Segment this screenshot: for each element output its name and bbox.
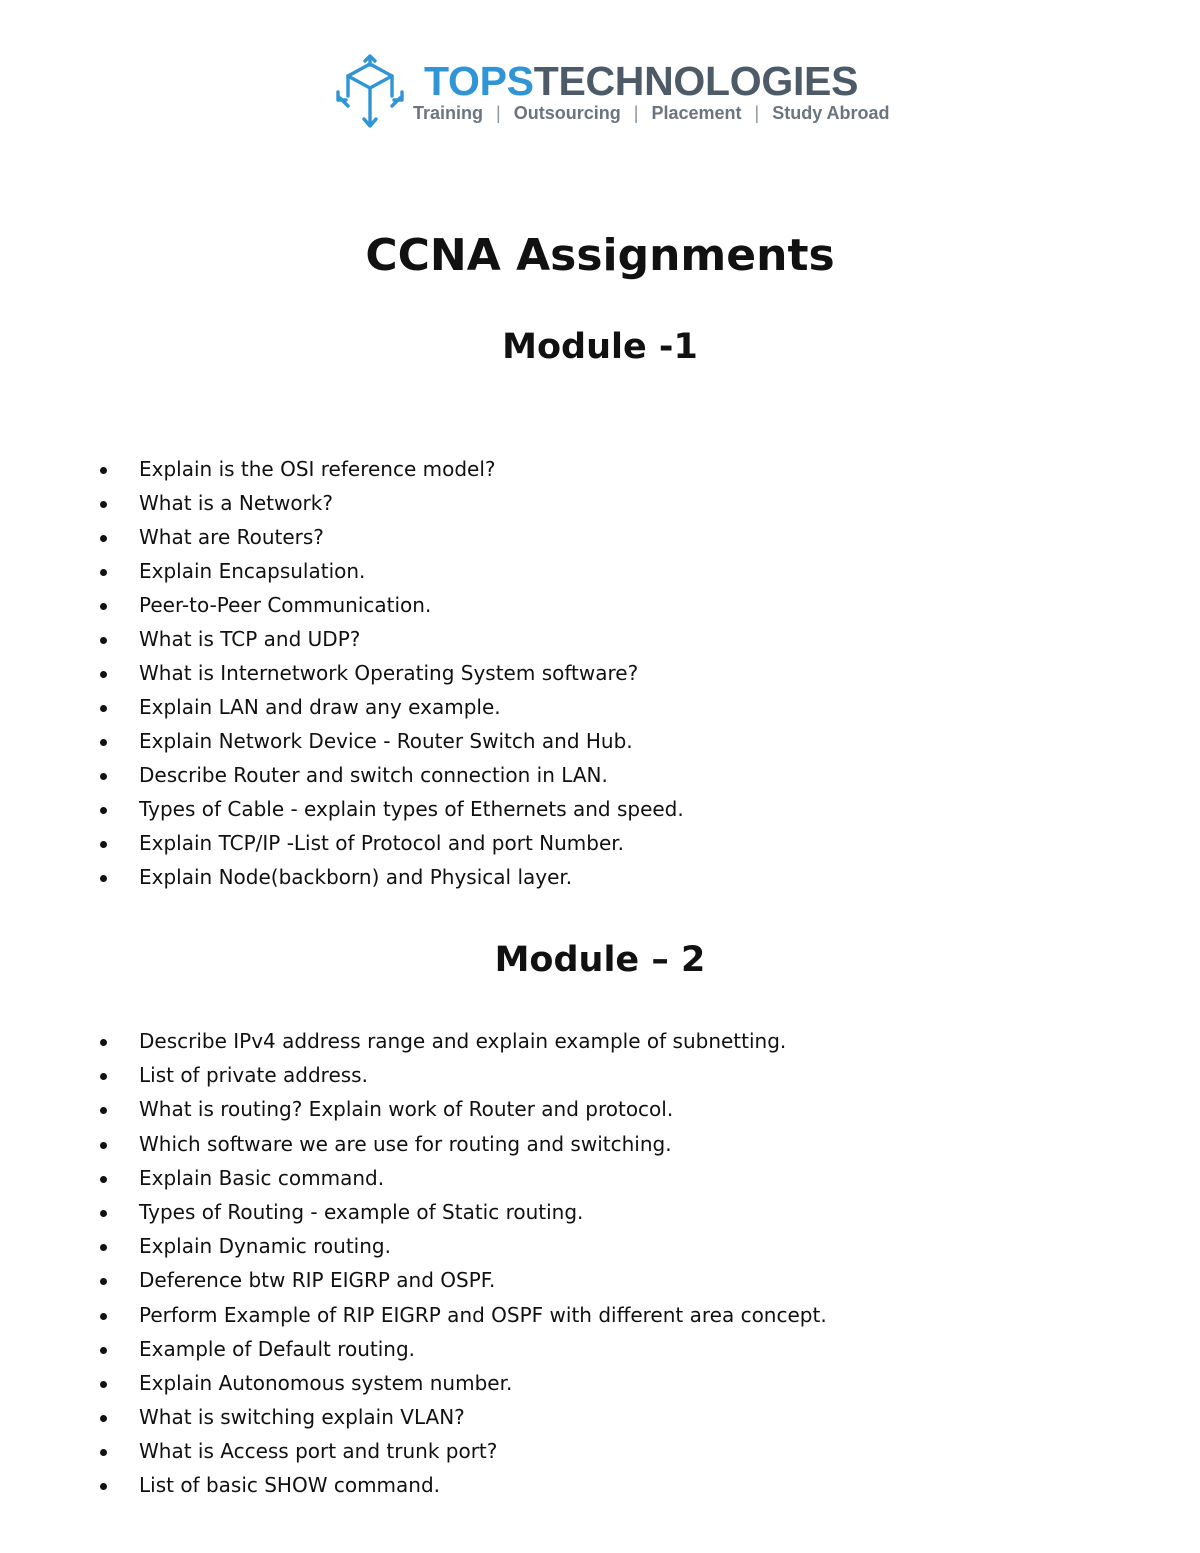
question-text: List of private address. [139, 1063, 368, 1088]
question-text: Describe Router and switch connection in LAN. [139, 763, 608, 787]
list-item [98, 452, 1098, 486]
question-text: Types of Routing - example of Static routing. [139, 1199, 584, 1224]
question-text: Perform Example of RIP EIGRP and OSPF with different area concept. [139, 1302, 827, 1327]
bullet-icon [100, 1313, 107, 1320]
question-text: Explain Node(backborn) and Physical layer. [139, 865, 573, 889]
question-text: Explain Dynamic routing. [139, 1234, 391, 1259]
bullet-icon [100, 1039, 107, 1046]
logo-wordmark-secondary: TECHNOLOGIES [533, 58, 859, 104]
bullet-icon [100, 705, 107, 712]
bullet-icon [100, 535, 107, 542]
list-item [98, 1092, 1098, 1126]
cube-arrows-icon [334, 52, 406, 134]
list-item [98, 1195, 1098, 1229]
bullet-icon [100, 773, 107, 780]
tagline-separator: | [754, 103, 760, 123]
tagline-study-abroad: Study Abroad [772, 103, 890, 123]
question-text: What is a Network? [139, 491, 333, 515]
list-item [98, 724, 1098, 758]
list-item [98, 1263, 1098, 1297]
bullet-icon [100, 671, 107, 678]
question-text: Example of Default routing. [139, 1336, 416, 1361]
list-item [98, 1058, 1098, 1092]
question-text: Describe IPv4 address range and explain example of subnetting. [139, 1029, 787, 1053]
question-text: Explain Basic command. [139, 1165, 385, 1190]
list-item [98, 792, 1098, 826]
question-text: Types of Cable - explain types of Ethernets and speed. [139, 797, 684, 821]
module-1-question-list [98, 452, 1098, 894]
logo-tagline [413, 102, 890, 124]
list-item [98, 622, 1098, 656]
question-text: What is Internetwork Operating System software? [139, 661, 639, 685]
bullet-icon [100, 841, 107, 848]
bullet-icon [100, 1107, 107, 1114]
list-item [98, 1332, 1098, 1366]
list-item [98, 1366, 1098, 1400]
list-item [98, 486, 1098, 520]
bullet-icon [100, 807, 107, 814]
question-text: Explain Encapsulation. [139, 559, 366, 583]
bullet-icon [100, 467, 107, 474]
bullet-icon [100, 603, 107, 610]
question-text: List of basic SHOW command. [139, 1473, 441, 1498]
bullet-icon [100, 501, 107, 508]
bullet-icon [100, 875, 107, 882]
list-item [98, 826, 1098, 860]
bullet-icon [100, 1210, 107, 1217]
question-text: What is Access port and trunk port? [139, 1439, 498, 1464]
list-item [98, 758, 1098, 792]
list-item [98, 656, 1098, 690]
bullet-icon [100, 1278, 107, 1285]
bullet-icon [100, 1381, 107, 1388]
logo-wordmark-primary: TOPS [424, 58, 534, 104]
bullet-icon [100, 1415, 107, 1422]
question-text: Which software we are use for routing and switching. [139, 1131, 672, 1156]
list-item [98, 1400, 1098, 1434]
question-text: Explain TCP/IP -List of Protocol and port Number. [139, 831, 625, 855]
bullet-icon [100, 1483, 107, 1490]
bullet-icon [100, 1176, 107, 1183]
list-item [98, 1298, 1098, 1332]
tagline-placement: Placement [651, 103, 742, 123]
module-1-heading: Module -1 [502, 327, 698, 367]
tagline-training: Training [413, 103, 484, 123]
question-text: Explain is the OSI reference model? [139, 457, 496, 481]
question-text: What is switching explain VLAN? [139, 1405, 465, 1430]
question-text: Explain Network Device - Router Switch and Hub. [139, 729, 633, 753]
list-item [98, 1434, 1098, 1468]
logo-wordmark [424, 58, 858, 104]
bullet-icon [100, 637, 107, 644]
list-item [98, 588, 1098, 622]
question-text: What is TCP and UDP? [139, 627, 361, 651]
list-item [98, 1024, 1098, 1058]
list-item [98, 520, 1098, 554]
list-item [98, 1229, 1098, 1263]
page-title: CCNA Assignments [365, 230, 835, 281]
tagline-separator: | [633, 103, 639, 123]
tagline-outsourcing: Outsourcing [513, 103, 621, 123]
tagline-separator: | [496, 103, 501, 123]
bullet-icon [100, 1347, 107, 1354]
list-item [98, 690, 1098, 724]
list-item [98, 1127, 1098, 1161]
list-item [98, 1161, 1098, 1195]
list-item [98, 1468, 1098, 1502]
module-2-question-list [98, 1024, 1098, 1503]
list-item [98, 860, 1098, 894]
question-text: Peer-to-Peer Communication. [139, 593, 432, 617]
question-text: What is routing? Explain work of Router and protocol. [139, 1097, 674, 1122]
bullet-icon [100, 1142, 107, 1149]
company-logo [334, 52, 894, 136]
module-2-heading: Module – 2 [494, 940, 706, 980]
list-item [98, 554, 1098, 588]
bullet-icon [100, 569, 107, 576]
bullet-icon [100, 739, 107, 746]
question-text: Deference btw RIP EIGRP and OSPF. [139, 1268, 496, 1293]
bullet-icon [100, 1449, 107, 1456]
bullet-icon [100, 1244, 107, 1251]
question-text: Explain Autonomous system number. [139, 1370, 513, 1395]
question-text: What are Routers? [139, 525, 324, 549]
bullet-icon [100, 1073, 107, 1080]
question-text: Explain LAN and draw any example. [139, 695, 501, 719]
